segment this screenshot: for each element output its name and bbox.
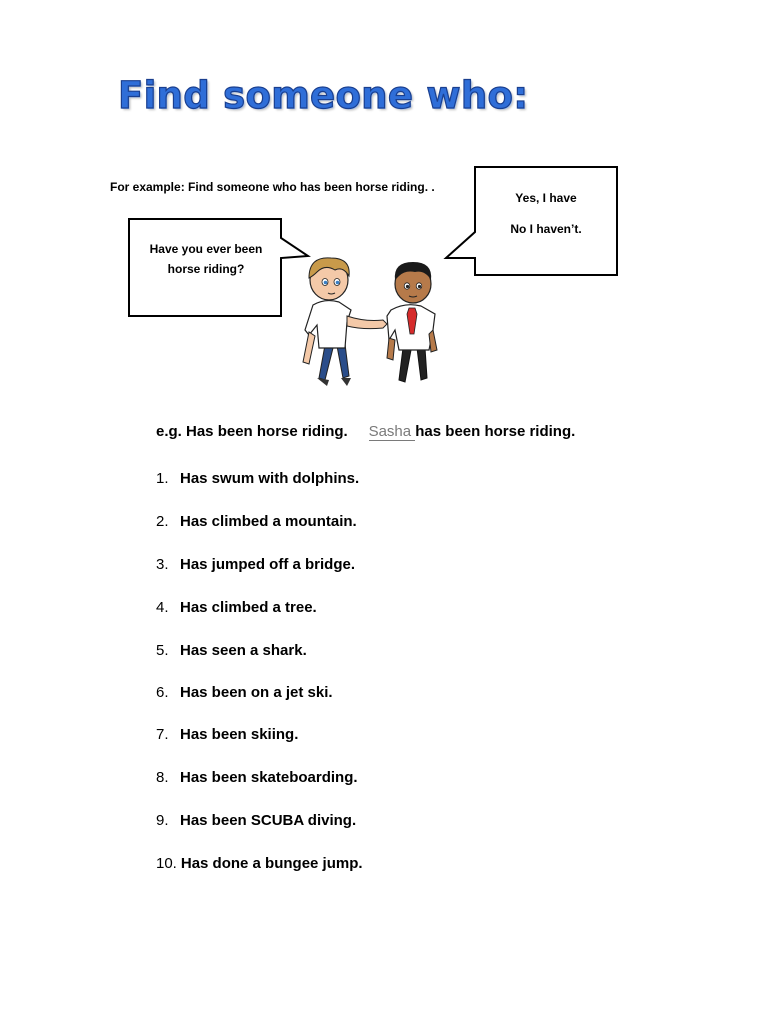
dark-haired-boy-figure	[387, 262, 437, 382]
item-number: 5.	[156, 642, 169, 659]
answer-yes: Yes, I have	[515, 191, 577, 205]
item-text: Has climbed a tree.	[180, 599, 317, 616]
list-item	[156, 556, 355, 573]
item-text: Has climbed a mountain.	[180, 513, 357, 530]
two-boys-illustration	[295, 250, 455, 390]
question-line-1: Have you ever been	[149, 242, 263, 256]
item-text: Has done a bungee jump.	[180, 855, 363, 872]
item-number: 6.	[156, 684, 169, 701]
worked-example	[156, 423, 575, 440]
item-number: 9.	[156, 812, 169, 829]
worksheet-title: Find someone who:	[118, 74, 529, 117]
question-line-2: horse riding?	[167, 262, 245, 276]
list-item	[156, 855, 363, 872]
item-number: 10.	[156, 855, 177, 872]
list-item	[156, 470, 359, 487]
item-number: 7.	[156, 726, 169, 743]
item-text: Has been on a jet ski.	[180, 684, 333, 701]
item-text: Has swum with dolphins.	[180, 470, 360, 487]
item-number: 2.	[156, 513, 169, 530]
item-number: 4.	[156, 599, 169, 616]
blond-boy-figure	[303, 258, 387, 386]
list-item	[156, 726, 298, 743]
answer-speech-bubble	[444, 166, 620, 278]
item-text: Has been skateboarding.	[180, 769, 358, 786]
item-text: Has seen a shark.	[180, 642, 307, 659]
item-text: Has been skiing.	[180, 726, 299, 743]
item-number: 3.	[156, 556, 169, 573]
example-name-answer: Sasha	[368, 423, 416, 440]
answer-no: No I haven’t.	[510, 222, 582, 236]
item-text: Has been SCUBA diving.	[180, 812, 357, 829]
question-speech-bubble	[128, 218, 284, 318]
item-number: 1.	[156, 470, 169, 487]
list-item	[156, 812, 356, 829]
list-item	[156, 599, 317, 616]
example-suffix: has been horse riding.	[415, 423, 576, 440]
list-item	[156, 642, 307, 659]
item-text: Has jumped off a bridge.	[180, 556, 356, 573]
item-number: 8.	[156, 769, 169, 786]
list-item	[156, 769, 358, 786]
example-prefix: e.g. Has been horse riding.	[156, 423, 348, 440]
example-instruction: For example: Find someone who has been horse riding. .	[110, 180, 435, 194]
list-item	[156, 513, 357, 530]
list-item	[156, 684, 333, 701]
